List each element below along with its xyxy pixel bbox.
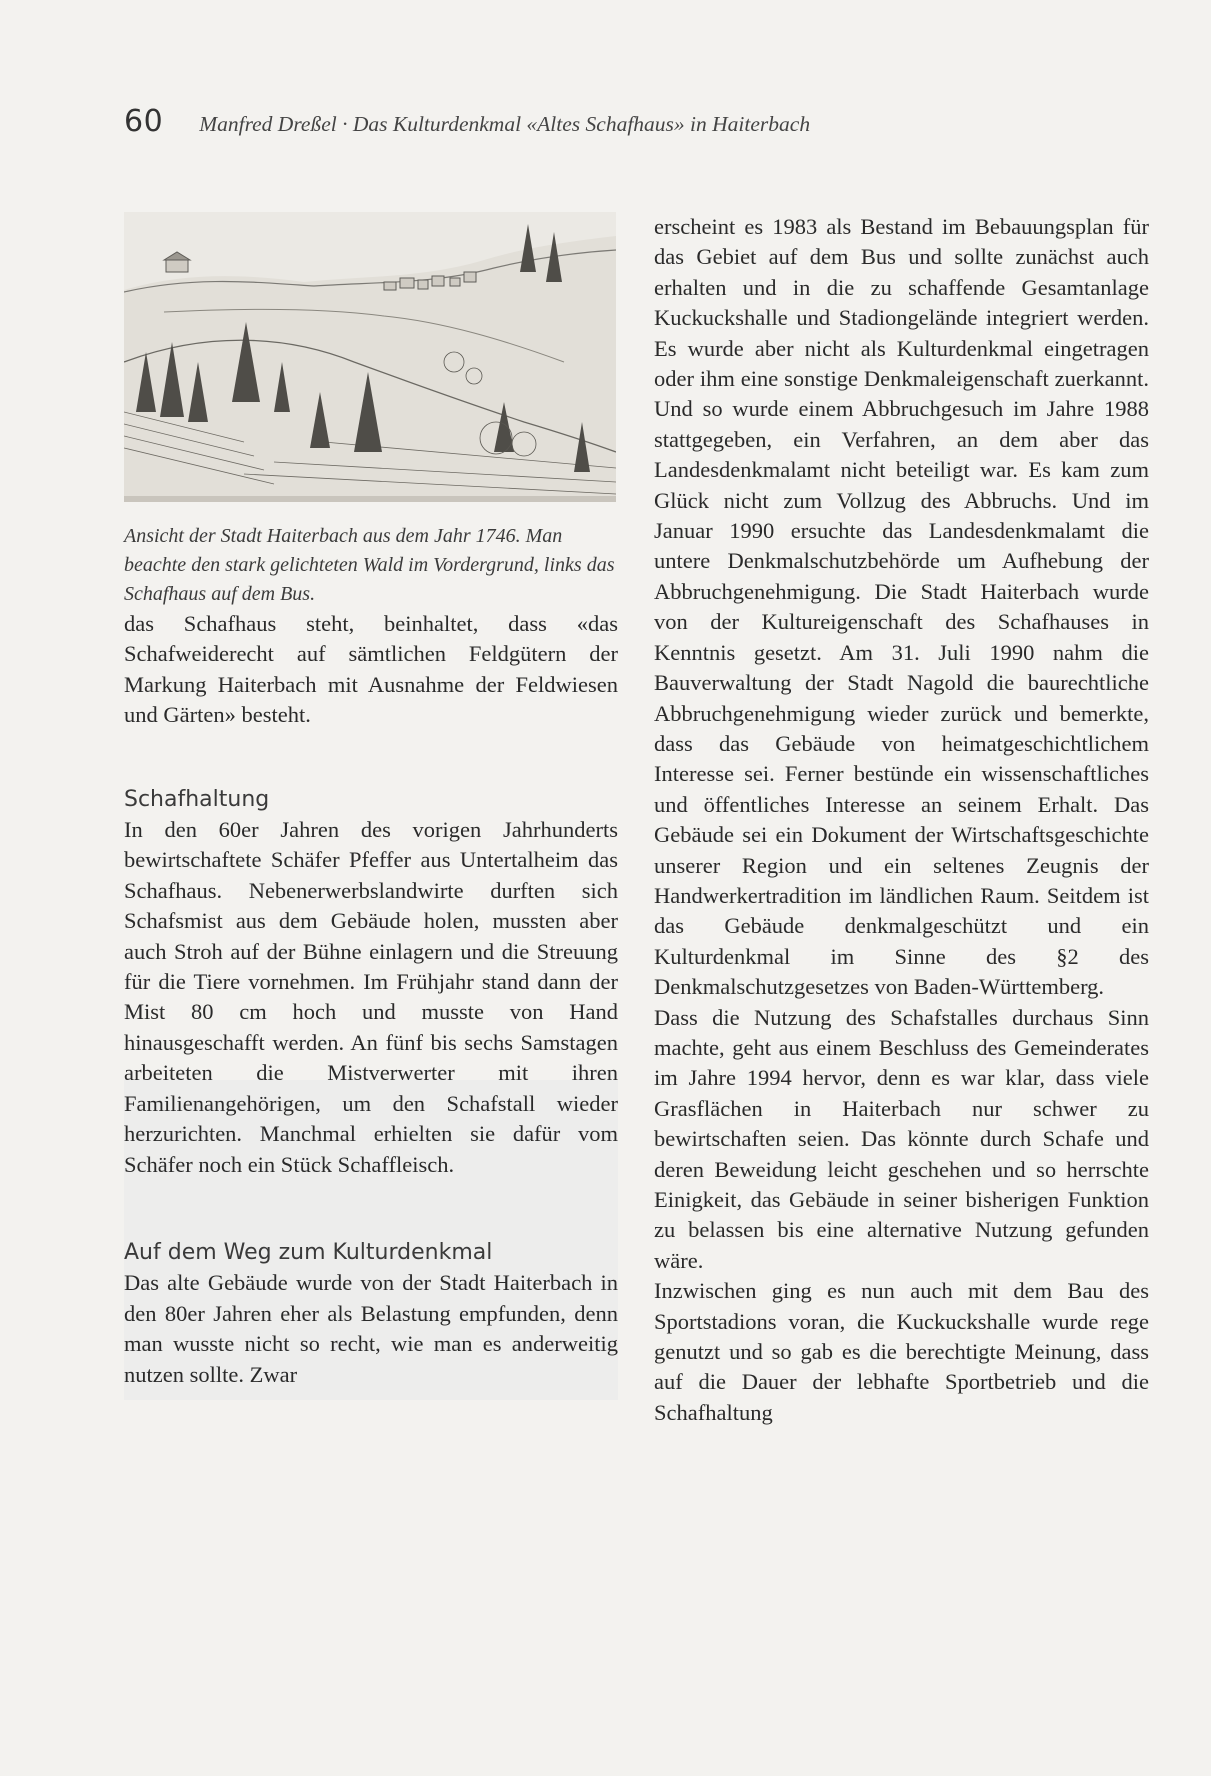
paragraph-schafhaltung: In den 60er Jahren des vorigen Jahrhunderts bewirtschaftete Schäfer Pfeffer aus Untertalheim das Schafhaus. Nebenerwerbslandwirte durften sich Schafsmist aus dem Gebäude holen, mussten aber auch Stroh auf der Bühne einlagern und die Streuung für die Tiere vornehmen. Im Frühjahr stand dann der Mist 80 cm hoch und musste von Hand hinausgeschafft werden. An fünf bis sechs Samstagen arbeiteten die Mistverwerter mit ihren Familienangehörigen, um den Schafstall wieder herzurichten. Manchmal erhielten sie dafür vom Schäfer noch ein Stück Schaffleisch. — [124, 817, 618, 1177]
historic-etching-figure — [124, 212, 616, 502]
section-heading-kulturdenkmal: Auf dem Weg zum Kulturdenkmal — [124, 1239, 493, 1265]
left-column — [124, 212, 618, 1390]
figure-caption: Ansicht der Stadt Haiterbach aus dem Jahr 1746. Man beachte den stark gelichteten Wald im Vordergrund, links das Schafhaus auf dem Bus. — [124, 525, 615, 605]
page-number: 60 — [124, 104, 164, 139]
running-title: Manfred Dreßel · Das Kulturdenkmal «Altes Schafhaus» in Haiterbach — [199, 112, 811, 136]
paragraph-right-2: Dass die Nutzung des Schafstalles durchaus Sinn machte, geht aus einem Beschluss des Gemeinderates im Jahre 1994 hervor, denn es war klar, dass viele Grasflächen in Haiterbach nur schwer zu bewirtschaften seien. Das könnte durch Schafe und deren Beweidung leicht geschehen und so herrschte Einigkeit, das Gebäude in seiner bisherigen Funktion zu belassen bis eine alternative Nutzung gefunden wäre. — [654, 1004, 1149, 1273]
paragraph-intro: das Schafhaus steht, beinhaltet, dass «das Schafweiderecht auf sämtlichen Feldgütern der Markung Haiterbach mit Ausnahme der Feldwiesen und Gärten» besteht. — [124, 611, 618, 728]
section-heading-schafhaltung: Schafhaltung — [124, 786, 270, 812]
paragraph-right-3: Inzwischen ging es nun auch mit dem Bau des Sportstadions voran, die Kuckuckshalle wurde rege genutzt und so gab es die berechtigte Meinung, dass auf die Dauer der lebhafte Sportbetrieb und die Schafhaltung — [654, 1278, 1149, 1425]
paragraph-right-1: erscheint es 1983 als Bestand im Bebauungsplan für das Gebiet auf dem Bus und sollte zunächst auch erhalten und in die zu schaffende Gesamtanlage Kuckuckshalle und Stadiongelände integriert werden. Es wurde aber nicht als Kulturdenkmal eingetragen oder ihm eine sonstige Denkmaleigenschaft zuerkannt. Und so wurde einem Abbruchgesuch im Jahre 1988 stattgegeben, ein Verfahren, an dem aber das Landesdenkmalamt nicht beteiligt war. Es kam zum Glück nicht zum Vollzug des Abbruchs. Und im Januar 1990 ersuchte das Landesdenkmalamt die untere Denkmalschutzbehörde um Aufhebung der Abbruchgenehmigung. Die Stadt Haiterbach wurde von der Kultureigenschaft des Schafhauses in Kenntnis gesetzt. Am 31. Juli 1990 nahm die Bauverwaltung der Stadt Nagold die baurechtliche Abbruchgenehmigung wieder zurück und bemerkte, dass das Gebäude von heimatgeschichtlichem Interesse sei. Ferner bestünde ein wissenschaftliches und öffentliches Interesse an seinem Erhalt. Das Gebäude sei ein Dokument der Wirtschaftsgeschichte unserer Region und ein seltenes Zeugnis der Handwerkertradition im ländlichen Raum. Seitdem ist das Gebäude denkmalgeschützt und ein Kulturdenkmal im Sinne des §2 des Denkmalschutzgesetzes von Baden-Württemberg. — [654, 214, 1149, 1000]
page-header — [124, 104, 1024, 139]
landscape-etching-icon — [124, 212, 616, 502]
right-column — [654, 212, 1149, 1428]
paragraph-weg: Das alte Gebäude wurde von der Stadt Haiterbach in den 80er Jahren eher als Belastung empfunden, denn man wusste nicht so recht, wie man es anderweitig nutzen sollte. Zwar — [124, 1270, 618, 1387]
